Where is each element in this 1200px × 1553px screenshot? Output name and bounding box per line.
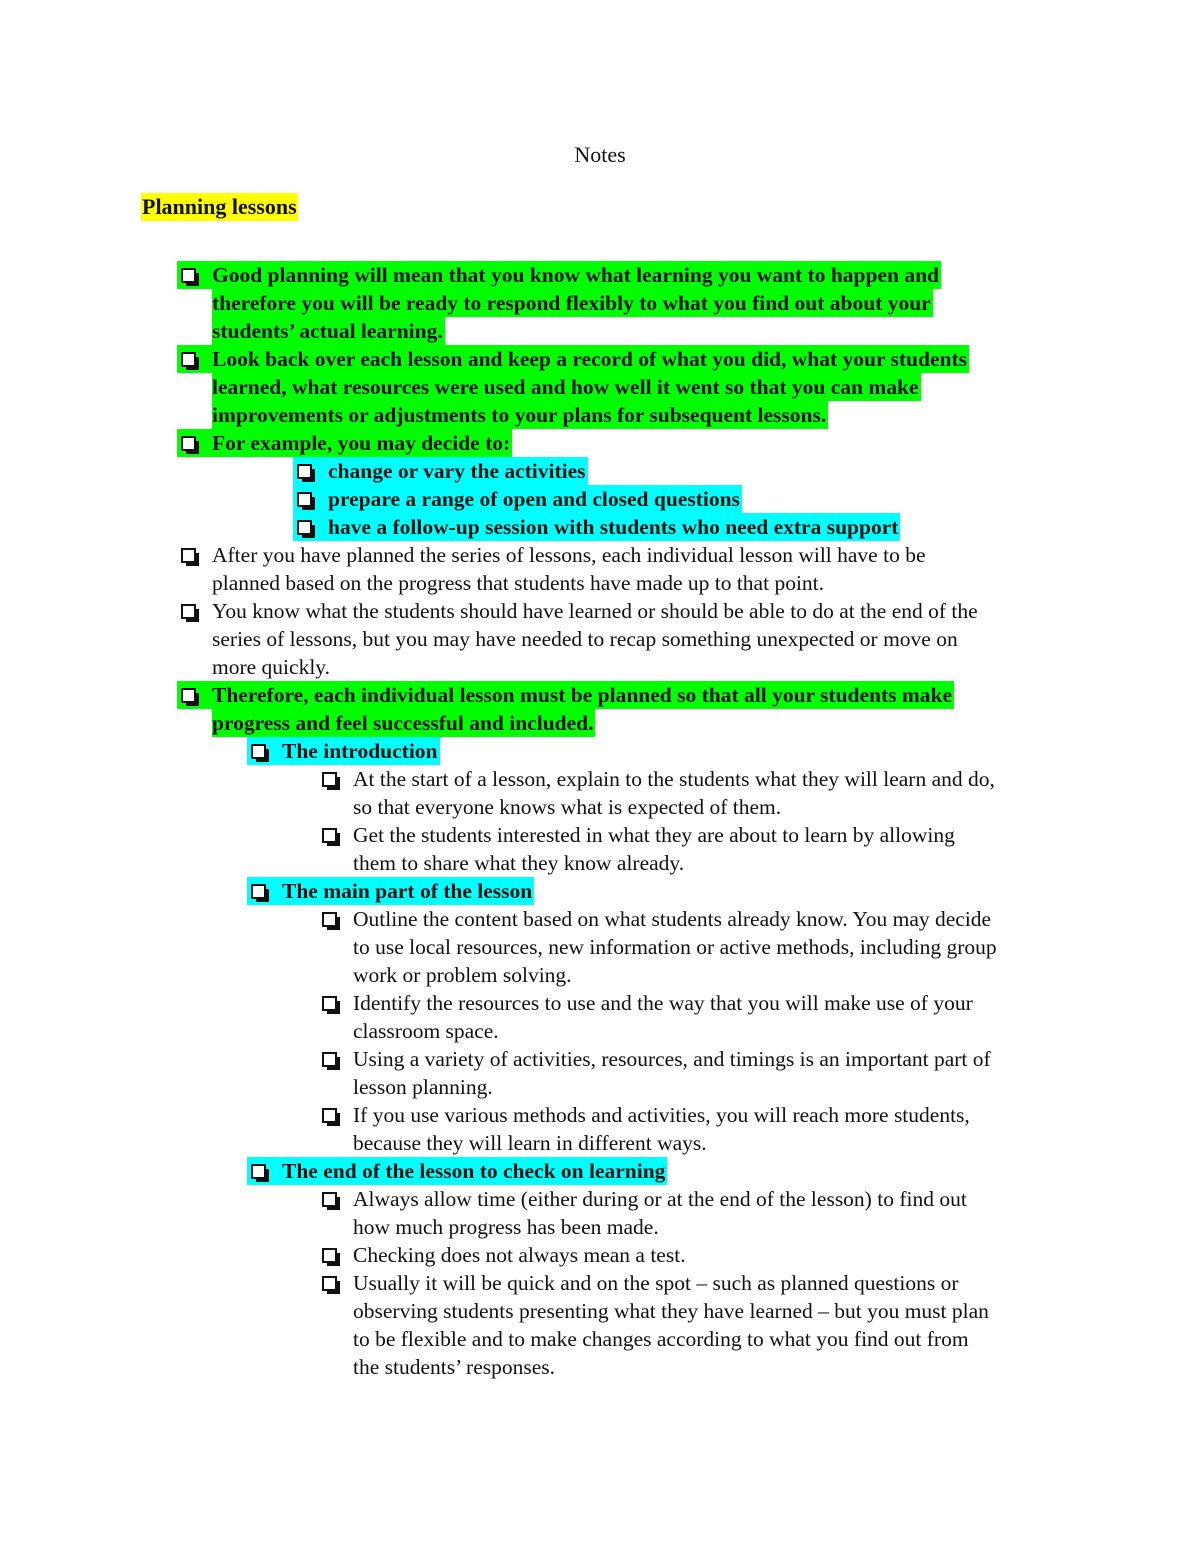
checkbox-bullet-icon [322, 1192, 337, 1207]
list-item-line: For example, you may decide to: [212, 431, 511, 455]
checkbox-bullet-icon [251, 1164, 266, 1179]
list-item-line: prepare a range of open and closed questions [328, 487, 740, 511]
list-item-line: Using a variety of activities, resources, and timings is an important part of [353, 1047, 991, 1071]
list-item-line: improvements or adjustments to your plans for subsequent lessons. [212, 403, 827, 427]
list-item-line: to use local resources, new information or active methods, including group [353, 935, 997, 959]
list-item-line: them to share what they know already. [353, 851, 685, 875]
checkbox-bullet-icon [322, 828, 337, 843]
checkbox-bullet-icon [297, 464, 312, 479]
list-item-line: Get the students interested in what they are about to learn by allowing [353, 823, 955, 847]
checkbox-bullet-icon [181, 352, 196, 367]
list-item-line: observing students presenting what they have learned – but you must plan [353, 1299, 989, 1323]
list-item-line: classroom space. [353, 1019, 499, 1043]
section-heading: Planning lessons [142, 194, 297, 219]
list-item-line: At the start of a lesson, explain to the students what they will learn and do, [353, 767, 995, 791]
list-item-line: because they will learn in different ways. [353, 1131, 707, 1155]
list-item-line: have a follow-up session with students who need extra support [328, 515, 899, 539]
list-item-line: If you use various methods and activities, you will reach more students, [353, 1103, 970, 1127]
list-item-line: The introduction [282, 739, 438, 763]
list-item-line: the students’ responses. [353, 1355, 556, 1379]
checkbox-bullet-icon [322, 996, 337, 1011]
list-item-line: to be flexible and to make changes according to what you find out from [353, 1327, 969, 1351]
checkbox-bullet-icon [297, 492, 312, 507]
list-item-line: Checking does not always mean a test. [353, 1243, 686, 1267]
list-item-line: The end of the lesson to check on learning [282, 1159, 666, 1183]
list-item-line: series of lessons, but you may have needed to recap something unexpected or move on [212, 627, 958, 651]
checkbox-bullet-icon [251, 744, 266, 759]
checkbox-bullet-icon [181, 548, 196, 563]
checkbox-bullet-icon [181, 604, 196, 619]
list-item-line: After you have planned the series of lessons, each individual lesson will have to be [212, 543, 926, 567]
checkbox-bullet-icon [297, 520, 312, 535]
list-item-line: progress and feel successful and included. [212, 711, 594, 735]
checkbox-bullet-icon [322, 1248, 337, 1263]
checkbox-bullet-icon [181, 688, 196, 703]
checkbox-bullet-icon [181, 268, 196, 283]
list-item-line: so that everyone knows what is expected of them. [353, 795, 782, 819]
list-item-line: Therefore, each individual lesson must be planned so that all your students make [212, 683, 953, 707]
checkbox-bullet-icon [251, 884, 266, 899]
checkbox-bullet-icon [322, 912, 337, 927]
checkbox-bullet-icon [181, 436, 196, 451]
list-item-line: Usually it will be quick and on the spot – such as planned questions or [353, 1271, 959, 1295]
list-item-line: change or vary the activities [328, 459, 586, 483]
list-item-line: therefore you will be ready to respond flexibly to what you find out about your [212, 291, 931, 315]
list-item-line: Outline the content based on what students already know. You may decide [353, 907, 992, 931]
list-item-line: lesson planning. [353, 1075, 493, 1099]
list-item-line: how much progress has been made. [353, 1215, 659, 1239]
checkbox-bullet-icon [322, 1276, 337, 1291]
list-item-line: You know what the students should have learned or should be able to do at the end of the [212, 599, 978, 623]
list-item-line: more quickly. [212, 655, 331, 679]
checkbox-bullet-icon [322, 1108, 337, 1123]
checkbox-bullet-icon [322, 1052, 337, 1067]
list-item-line: Look back over each lesson and keep a record of what you did, what your students [212, 347, 967, 371]
list-item-line: planned based on the progress that students have made up to that point. [212, 571, 825, 595]
list-item-line: learned, what resources were used and how well it went so that you can make [212, 375, 919, 399]
list-item-line: Identify the resources to use and the way that you will make use of your [353, 991, 973, 1015]
checkbox-bullet-icon [322, 772, 337, 787]
list-item-line: Good planning will mean that you know what learning you want to happen and [212, 263, 940, 287]
list-item-line: students’ actual learning. [212, 319, 443, 343]
document-title: Notes [574, 142, 626, 167]
list-item-line: Always allow time (either during or at the end of the lesson) to find out [353, 1187, 967, 1211]
list-item-line: The main part of the lesson [282, 879, 533, 903]
list-item-line: work or problem solving. [353, 963, 572, 987]
